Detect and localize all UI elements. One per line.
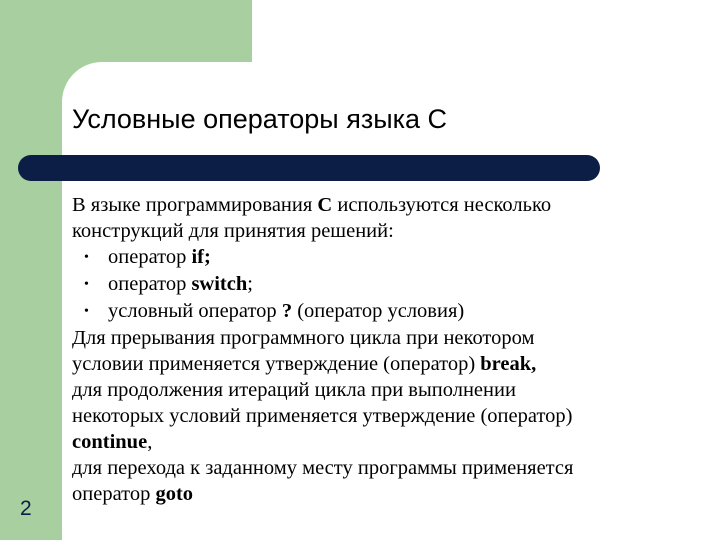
bullet-icon: • [84,277,89,292]
break-line-2 [72,351,712,377]
goto-line-2 [72,481,712,507]
break-line-1: Для прерывания программного цикла при некотором [72,327,535,349]
page-number: 2 [20,497,32,520]
continue-line-3 [72,429,712,455]
bullet-item-if [72,244,712,271]
text: ; [247,273,253,295]
intro-line-1 [72,192,712,218]
slide-title: Условные операторы языка С [72,104,448,134]
bullet-icon: • [84,250,89,265]
keyword: goto [155,483,194,505]
text: условии применяется утверждение (оператор) [72,353,481,375]
intro-line-2: конструкций для принятия решений: [72,220,394,242]
text: используются несколько [332,194,552,216]
goto-line-1: для перехода к заданному месту программы применяется [72,457,574,479]
bullet-icon: • [84,304,89,319]
text: оператор [108,246,192,268]
keyword: switch [191,273,248,295]
continue-line-2: некоторых условий применяется утверждение (оператор) [72,405,573,427]
text: , [147,431,153,453]
keyword: continue [72,431,148,453]
keyword: ? [281,300,293,322]
decor-green-left [0,0,62,540]
title-underline-bar [18,155,600,181]
continue-line-1: для продолжения итераций цикла при выполнении [72,379,516,401]
text: оператор [72,483,156,505]
text-bold: С [317,194,333,216]
slide-body [72,192,712,507]
text: (оператор условия) [292,300,465,322]
bullet-item-conditional [72,298,712,325]
text: В языке программирования [72,194,318,216]
keyword: break, [480,353,537,375]
bullet-item-switch [72,271,712,298]
keyword: if; [191,246,211,268]
text: оператор [108,273,192,295]
text: условный оператор [108,300,282,322]
